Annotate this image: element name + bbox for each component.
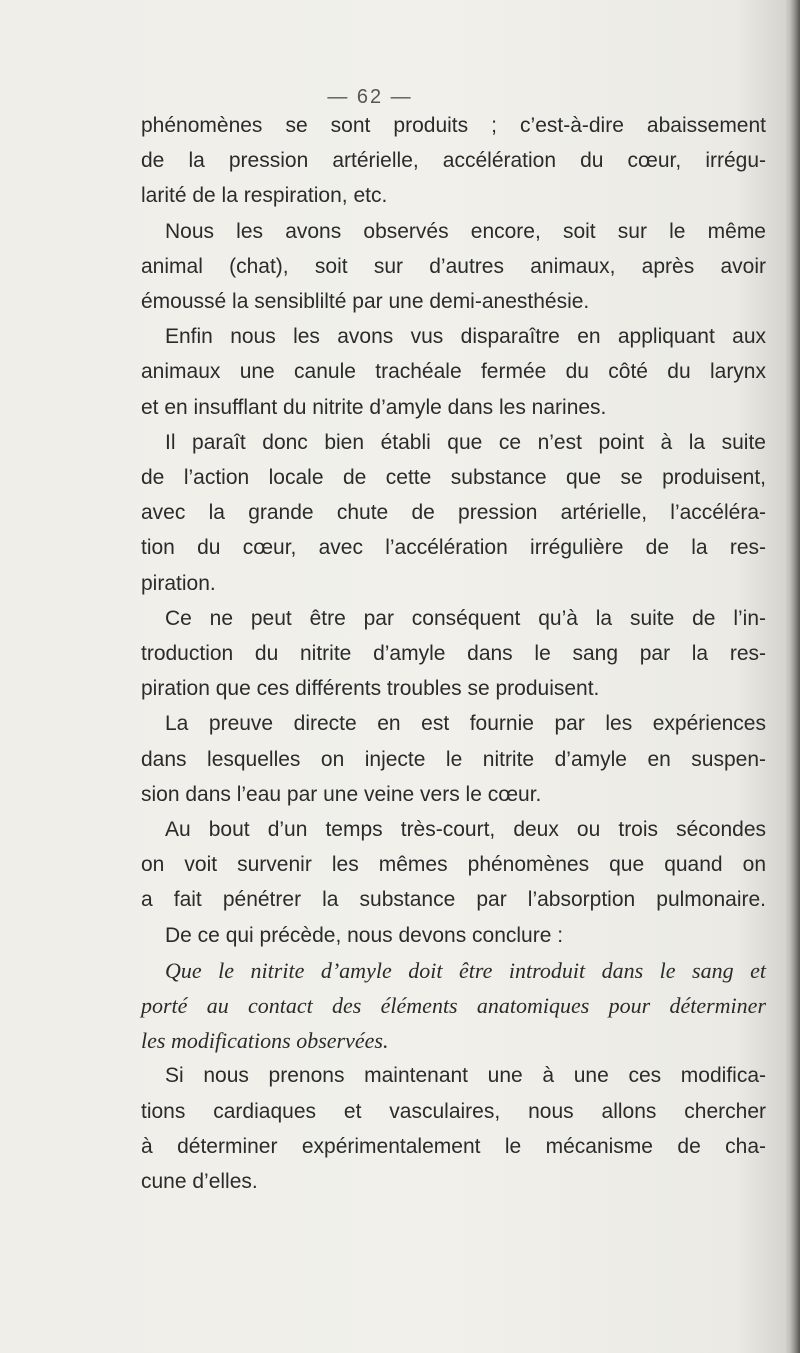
text-line: de l’action locale de cette substance que se produisent, — [141, 466, 766, 490]
italic-text-line: porté au contact des éléments anatomiques pour déterminer — [141, 993, 766, 1019]
text-line: tions cardiaques et vasculaires, nous allons chercher — [141, 1099, 766, 1123]
text-line: animal (chat), soit sur d’autres animaux, après avoir — [141, 254, 766, 278]
text-line: Enfin nous les avons vus disparaître en appliquant aux — [165, 325, 766, 349]
text-line: troduction du nitrite d’amyle dans le sang par la res- — [141, 642, 766, 666]
body-text — [141, 108, 766, 1199]
text-line: tion du cœur, avec l’accélération irrégulière de la res- — [141, 536, 766, 560]
text-line: et en insufflant du nitrite d’amyle dans les narines. — [141, 395, 607, 419]
text-line: Nous les avons observés encore, soit sur le même — [165, 219, 766, 243]
text-line: Ce ne peut être par conséquent qu’à la suite de l’in- — [165, 606, 766, 630]
text-line: sion dans l’eau par une veine vers le cœur. — [141, 782, 542, 806]
text-line: dans lesquelles on injecte le nitrite d’amyle en suspen- — [141, 747, 766, 771]
italic-text-line: les modifications observées. — [141, 1028, 389, 1054]
page-binding-edge — [784, 0, 800, 1353]
text-line: larité de la respiration, etc. — [141, 184, 388, 208]
text-line: on voit survenir les mêmes phénomènes que quand on — [141, 853, 766, 877]
text-line: à déterminer expérimentalement le mécanisme de cha- — [141, 1134, 766, 1158]
text-line: phénomènes se sont produits ; c’est-à-dire abaissement — [141, 114, 766, 137]
text-line: Si nous prenons maintenant une à une ces modifica- — [165, 1064, 766, 1088]
text-line: a fait pénétrer la substance par l’absorption pulmonaire. — [141, 888, 766, 912]
text-line: de la pression artérielle, accélération du cœur, irrégu- — [141, 149, 766, 173]
text-line: émoussé la sensiblilté par une demi-anesthésie. — [141, 290, 590, 314]
text-line: animaux une canule trachéale fermée du côté du larynx — [141, 360, 766, 384]
text-line: piration que ces différents troubles se produisent. — [141, 677, 600, 701]
page-number: — 62 — — [327, 86, 413, 108]
text-line: Au bout d’un temps très-court, deux ou trois sécondes — [165, 818, 766, 842]
text-line: avec la grande chute de pression artérielle, l’accéléra- — [141, 501, 766, 525]
italic-text-line: Que le nitrite d’amyle doit être introduit dans le sang et — [165, 957, 766, 983]
text-line: La preuve directe en est fournie par les expériences — [165, 712, 766, 736]
text-line: piration. — [141, 571, 216, 595]
text-line: Il paraît donc bien établi que ce n’est point à la suite — [165, 430, 766, 454]
text-line: cune d’elles. — [141, 1170, 258, 1194]
text-line: De ce qui précède, nous devons conclure : — [165, 923, 564, 947]
